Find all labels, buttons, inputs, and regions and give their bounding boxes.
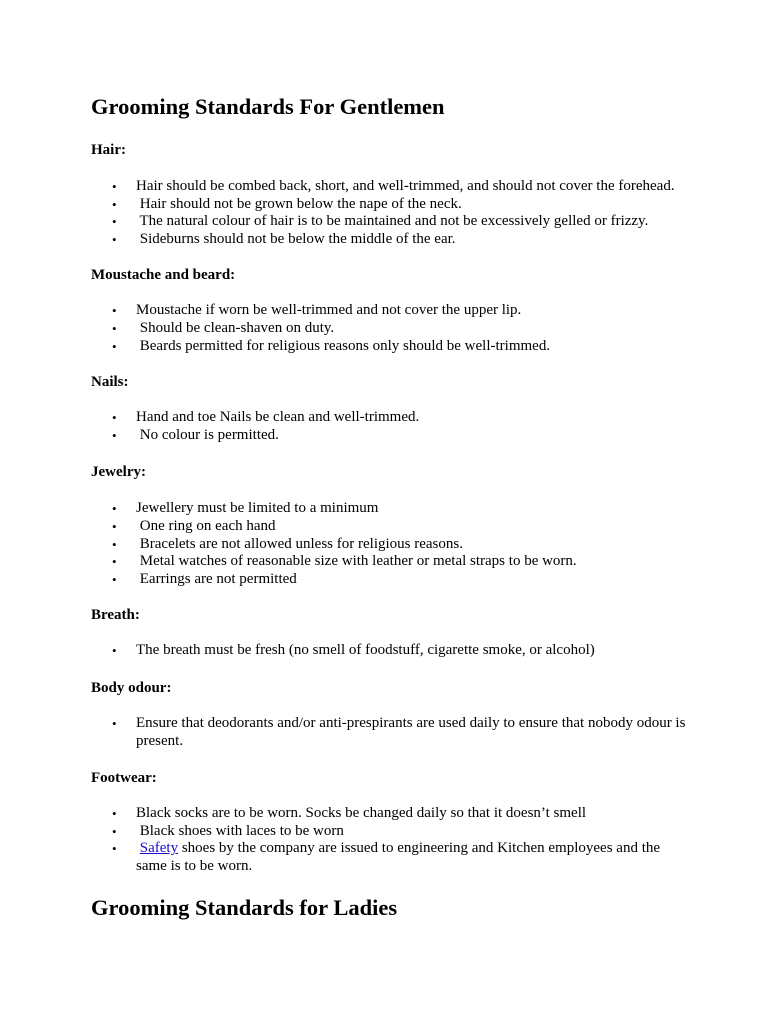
jewelry-list (91, 500, 691, 588)
bullet-icon: • (112, 501, 117, 517)
bullet-icon: • (112, 303, 117, 319)
bullet-icon: • (112, 841, 117, 857)
section-label-body-odour: Body odour: (91, 679, 172, 696)
list-item: • Hair should not be grown below the nape of the neck. (112, 195, 462, 212)
bullet-icon: • (112, 806, 117, 822)
bullet-icon: • (112, 823, 117, 839)
nails-list (91, 409, 691, 444)
list-item: • Sideburns should not be below the middle of the ear. (112, 230, 456, 247)
list-item: • Jewellery must be limited to a minimum (112, 500, 379, 517)
bullet-icon: • (112, 231, 117, 247)
bullet-icon: • (112, 536, 117, 552)
list-item: • Earrings are not permitted (112, 570, 297, 587)
bullet-icon: • (112, 571, 117, 587)
list-item: • Beards permitted for religious reasons only should be well-trimmed. (112, 337, 551, 354)
page-title-ladies: Grooming Standards for Ladies (91, 895, 398, 921)
bullet-icon: • (112, 338, 117, 354)
list-item: • Hair should be combed back, short, and well-trimmed, and should not cover the forehead. (112, 178, 675, 194)
list-item: • One ring on each hand (112, 517, 276, 534)
list-item: • The natural colour of hair is to be maintained and not be excessively gelled or frizzy. (112, 213, 649, 230)
section-label-footwear: Footwear: (91, 770, 157, 787)
section-label-breath: Breath: (91, 607, 140, 624)
section-label-nails: Nails: (91, 374, 129, 391)
document-page (91, 90, 691, 925)
breath-list (91, 642, 691, 660)
list-item: • Hand and toe Nails be clean and well-trimmed. (112, 409, 420, 426)
bullet-icon: • (112, 715, 117, 731)
bullet-icon: • (112, 196, 117, 212)
moustache-list (91, 302, 691, 355)
section-label-hair: Hair: (91, 142, 126, 158)
list-item: • The breath must be fresh (no smell of foodstuff, cigarette smoke, or alcohol) (112, 642, 595, 659)
bullet-icon: • (112, 179, 117, 194)
section-label-jewelry: Jewelry: (91, 464, 146, 481)
bullet-icon: • (112, 320, 117, 336)
list-item: • Safety shoes by the company are issued to engineering and Kitchen employees and the same is to be worn. (112, 840, 661, 874)
list-item: • Black shoes with laces to be worn (112, 822, 344, 839)
list-item: • Metal watches of reasonable size with leather or metal straps to be worn. (112, 553, 577, 570)
list-item: • Should be clean-shaven on duty. (112, 319, 335, 336)
bullet-icon: • (112, 518, 117, 534)
footwear-list (91, 805, 691, 875)
list-item: • Moustache if worn be well-trimmed and not cover the upper lip. (112, 302, 522, 319)
hair-list (91, 178, 691, 248)
bullet-icon: • (112, 554, 117, 570)
list-item: • Ensure that deodorants and/or anti-prespirants are used daily to ensure that nobody odour is present. (112, 714, 686, 749)
bullet-icon: • (112, 643, 117, 659)
page-title-gentlemen: Grooming Standards For Gentlemen (91, 94, 445, 119)
list-item: • Black socks are to be worn. Socks be changed daily so that it doesn’t smell (112, 805, 587, 822)
bullet-icon: • (112, 427, 117, 443)
safety-link[interactable]: Safety (139, 840, 179, 857)
list-item: • No colour is permitted. (112, 426, 279, 443)
list-item: • Bracelets are not allowed unless for religious reasons. (112, 535, 463, 552)
body-odour-list (91, 715, 691, 750)
bullet-icon: • (112, 410, 117, 426)
bullet-icon: • (112, 214, 117, 230)
section-label-moustache: Moustache and beard: (91, 267, 236, 284)
